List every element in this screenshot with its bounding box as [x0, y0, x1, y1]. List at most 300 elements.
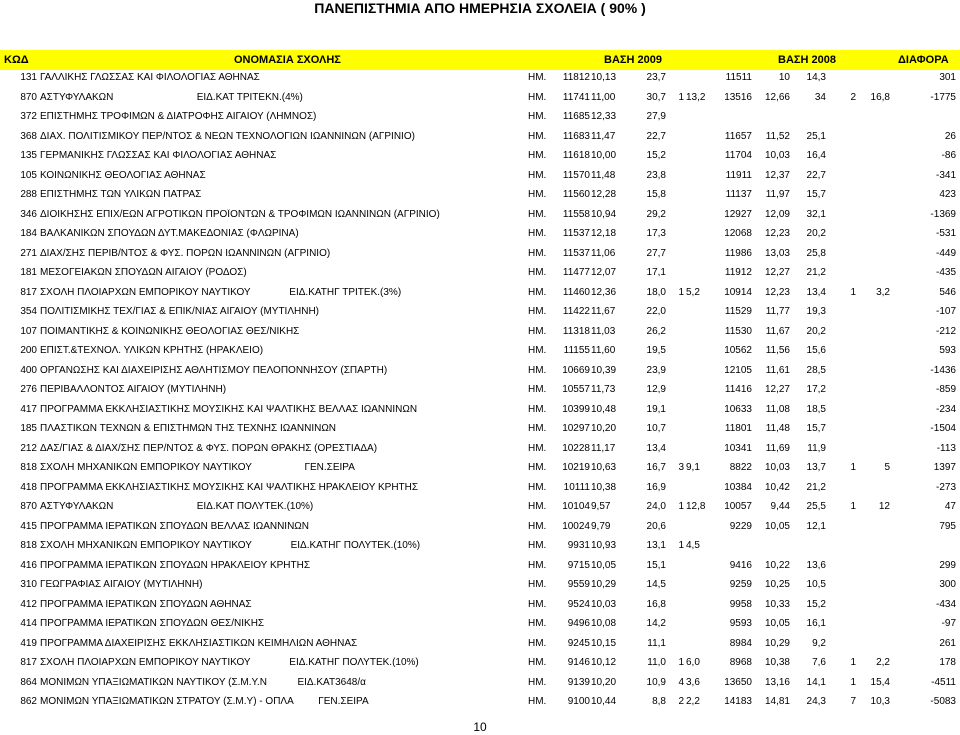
cell-d2: 13,16	[764, 676, 790, 688]
cell-diff: -97	[941, 618, 956, 629]
cell-b08: 11704	[724, 150, 752, 161]
cell-d1: 12,07	[591, 267, 617, 278]
header-base-2009: ΒΑΣΗ 2009	[604, 54, 662, 66]
cell-d2: 11,08	[765, 403, 790, 415]
cell-p2: 24,3	[806, 696, 826, 707]
cell-p1: 17,3	[646, 228, 666, 239]
cell-b09: 10399	[562, 403, 590, 415]
cell-nm: ΗΜ.	[528, 676, 547, 688]
cell-p1: 19,5	[646, 345, 666, 356]
cell-d1: 10,13	[591, 72, 617, 83]
cell-diff: 300	[939, 579, 956, 590]
cell-diff: -273	[935, 481, 956, 493]
table-row	[0, 322, 960, 342]
cell-code: 418	[20, 481, 37, 493]
cell-name: ΜΕΣΟΓΕΙΑΚΩΝ ΣΠΟΥΔΩΝ ΑΙΓΑΙΟΥ (ΡΟΔΟΣ)	[40, 267, 247, 278]
cell-diff: 423	[939, 189, 956, 200]
cell-p2: 11,9	[807, 442, 826, 454]
cell-nm: ΗΜ.	[528, 520, 547, 532]
cell-nm: ΗΜ.	[528, 403, 547, 415]
cell-s1: 9,1	[686, 462, 700, 473]
cell-code: 107	[20, 325, 37, 337]
cell-p2: 20,2	[806, 325, 826, 337]
cell-name: ΜΟΝΙΜΩΝ ΥΠΑΞΙΩΜΑΤΙΚΩΝ ΣΤΡΑΤΟΥ (Σ.Μ.Υ) - ΟΠΛΑ ΓΕΝ.ΣΕΙΡΑ	[40, 696, 369, 707]
cell-p1: 30,7	[646, 91, 666, 103]
cell-d2: 10,03	[764, 150, 790, 161]
cell-b09: 9715	[567, 559, 590, 571]
cell-name: ΠΟΙΜΑΝΤΙΚΗΣ & ΚΟΙΝΩΝΙΚΗΣ ΘΕΟΛΟΓΙΑΣ ΘΕΣ/ΝΙΚΗΣ	[40, 325, 300, 337]
cell-d1: 10,20	[591, 423, 617, 434]
cell-code: 135	[20, 150, 37, 161]
cell-diff: -435	[935, 267, 956, 278]
table-row	[0, 361, 960, 381]
cell-p1: 24,0	[646, 501, 666, 512]
cell-d2: 12,27	[764, 267, 790, 278]
cell-p2: 25,5	[806, 501, 826, 512]
cell-b08: 9593	[729, 618, 752, 629]
cell-p1: 23,8	[646, 169, 666, 181]
cell-b09: 11683	[562, 130, 590, 142]
cell-d1: 11,48	[591, 169, 616, 181]
table-row	[0, 146, 960, 166]
cell-b08: 8984	[729, 637, 752, 649]
cell-name: ΠΕΡΙΒΑΛΛΟΝΤΟΣ ΑΙΓΑΙΟΥ (ΜΥΤΙΛΗΝΗ)	[40, 384, 227, 395]
cell-b09: 11741	[562, 91, 590, 103]
table-row	[0, 341, 960, 361]
cell-d2: 14,81	[764, 696, 790, 707]
cell-p2: 34	[814, 91, 826, 103]
cell-b08: 11137	[725, 189, 752, 200]
cell-name: ΣΧΟΛΗ ΜΗΧΑΝΙΚΩΝ ΕΜΠΟΡΙΚΟΥ ΝΑΥΤΙΚΟΥ ΓΕΝ.ΣΕΙΡΑ	[40, 462, 355, 473]
cell-diff: 261	[939, 637, 956, 649]
cell-b09: 9524	[567, 598, 590, 610]
header-code: ΚΩΔ	[4, 54, 29, 66]
cell-code: 400	[20, 364, 37, 376]
cell-r1: 4	[678, 676, 684, 688]
table-row	[0, 88, 960, 108]
cell-code: 870	[20, 91, 37, 103]
cell-d2: 12,27	[764, 384, 790, 395]
cell-r1: 2	[678, 696, 684, 707]
cell-s2: 12	[878, 501, 890, 512]
cell-d2: 11,69	[765, 442, 790, 454]
cell-name: ΣΧΟΛΗ ΜΗΧΑΝΙΚΩΝ ΕΜΠΟΡΙΚΟΥ ΝΑΥΤΙΚΟΥ ΕΙΔ.ΚΑΤΗΓ ΠΟΛΥΤΕΚ.(10%)	[40, 540, 421, 551]
cell-diff: -341	[935, 169, 956, 181]
table-row	[0, 205, 960, 225]
cell-b08: 10341	[724, 442, 752, 454]
table-row	[0, 692, 960, 712]
cell-code: 276	[20, 384, 37, 395]
cell-b09: 11155	[563, 345, 590, 356]
cell-d2: 10,33	[764, 598, 790, 610]
cell-d1: 10,12	[591, 657, 617, 668]
cell-p1: 11,0	[647, 657, 666, 668]
cell-nm: ΗΜ.	[528, 208, 547, 220]
cell-p2: 16,4	[806, 150, 826, 161]
cell-d1: 9,79	[591, 520, 611, 532]
cell-p2: 17,2	[806, 384, 826, 395]
cell-p2: 18,5	[806, 403, 826, 415]
cell-d1: 10,39	[591, 364, 617, 376]
cell-b08: 10914	[724, 286, 752, 298]
cell-b08: 12927	[724, 208, 752, 220]
cell-p2: 32,1	[806, 208, 826, 220]
cell-code: 412	[20, 598, 37, 610]
cell-b09: 9559	[567, 579, 590, 590]
cell-d1: 11,73	[591, 384, 616, 395]
cell-d1: 11,60	[591, 345, 616, 356]
cell-p1: 12,9	[646, 384, 666, 395]
cell-d2: 10,03	[764, 462, 790, 473]
cell-d2: 10,38	[764, 657, 790, 668]
cell-b08: 14183	[724, 696, 752, 707]
cell-b09: 9146	[567, 657, 590, 668]
cell-name: ΚΟΙΝΩΝΙΚΗΣ ΘΕΟΛΟΓΙΑΣ ΑΘΗΝΑΣ	[40, 169, 206, 181]
cell-p2: 15,7	[806, 423, 826, 434]
cell-d1: 10,29	[591, 579, 617, 590]
cell-nm: ΗΜ.	[528, 559, 547, 571]
cell-p2: 15,6	[806, 345, 826, 356]
cell-d1: 10,94	[591, 208, 617, 220]
cell-b08: 13650	[724, 676, 752, 688]
cell-diff: 301	[939, 72, 956, 83]
cell-b09: 11537	[562, 247, 590, 259]
cell-nm: ΗΜ.	[528, 423, 547, 434]
cell-code: 184	[20, 228, 37, 239]
cell-code: 372	[20, 111, 37, 122]
cell-diff: -234	[935, 403, 956, 415]
cell-code: 817	[20, 286, 37, 298]
cell-name: ΠΟΛΙΤΙΣΜΙΚΗΣ ΤΕΧ/ΓΙΑΣ & ΕΠΙΚ/ΝΙΑΣ ΑΙΓΑΙΟΥ (ΜΥΤΙΛΗΝΗ)	[40, 306, 320, 317]
cell-d1: 11,06	[591, 247, 616, 259]
cell-diff: -86	[941, 150, 956, 161]
cell-diff: -1775	[930, 91, 956, 103]
cell-p1: 15,8	[646, 189, 666, 200]
cell-p2: 12,1	[806, 520, 826, 532]
cell-s2: 15,4	[870, 676, 890, 688]
cell-p1: 23,9	[646, 364, 666, 376]
cell-d2: 11,97	[765, 189, 790, 200]
cell-name: ΠΛΑΣΤΙΚΩΝ ΤΕΧΝΩΝ & ΕΠΙΣΤΗΜΩΝ ΤΗΣ ΤΕΧΝΗΣ ΙΩΑΝΝΙΝΩΝ	[40, 423, 337, 434]
cell-nm: ΗΜ.	[528, 345, 547, 356]
cell-name: ΕΠΙΣΤ.&ΤΕΧΝΟΛ. ΥΛΙΚΩΝ ΚΡΗΤΗΣ (ΗΡΑΚΛΕΙΟ)	[40, 345, 264, 356]
cell-diff: -5083	[930, 696, 956, 707]
cell-name: ΠΡΟΓΡΑΜΜΑ ΔΙΑΧΕΙΡΙΣΗΣ ΕΚΚΛΗΣΙΑΣΤΙΚΩΝ ΚΕΙΜΗΛΙΩΝ ΑΘΗΝΑΣ	[40, 637, 358, 649]
cell-d2: 12,23	[764, 228, 790, 239]
cell-code: 415	[20, 520, 37, 532]
cell-p1: 14,5	[646, 579, 666, 590]
table-row	[0, 634, 960, 654]
cell-name: ΑΣΤΥΦΥΛΑΚΩΝ ΕΙΔ.ΚΑΤ ΠΟΛΥΤΕΚ.(10%)	[40, 501, 314, 512]
table-row	[0, 439, 960, 459]
cell-code: 212	[20, 442, 37, 454]
cell-p2: 19,3	[806, 306, 826, 317]
cell-b08: 12105	[724, 364, 752, 376]
cell-b08: 11657	[724, 130, 752, 142]
cell-r1: 1	[678, 540, 684, 551]
cell-diff: -1436	[930, 364, 956, 376]
cell-b08: 9416	[729, 559, 752, 571]
cell-b08: 13516	[724, 91, 752, 103]
cell-p1: 20,6	[646, 520, 666, 532]
cell-code: 346	[20, 208, 37, 220]
cell-p1: 13,4	[646, 442, 666, 454]
cell-s1: 12,8	[686, 501, 706, 512]
header-diff: ΔΙΑΦΟΡΑ	[898, 54, 949, 66]
cell-name: ΠΡΟΓΡΑΜΜΑ ΙΕΡΑΤΙΚΩΝ ΣΠΟΥΔΩΝ ΒΕΛΛΑΣ ΙΩΑΝΝΙΝΩΝ	[40, 520, 310, 532]
table-row	[0, 166, 960, 186]
cell-diff: -4511	[931, 676, 956, 688]
cell-b09: 11560	[562, 189, 590, 200]
cell-d2: 12,09	[764, 208, 790, 220]
table-row	[0, 107, 960, 127]
cell-p2: 22,7	[806, 169, 826, 181]
cell-diff: 1397	[933, 462, 956, 473]
cell-d1: 10,63	[591, 462, 617, 473]
cell-p1: 18,0	[646, 286, 666, 298]
cell-b08: 12068	[724, 228, 752, 239]
cell-name: ΕΠΙΣΤΗΜΗΣ ΤΡΟΦΙΜΩΝ & ΔΙΑΤΡΟΦΗΣ ΑΙΓΑΙΟΥ (ΛΗΜΝΟΣ)	[40, 111, 317, 122]
cell-code: 419	[20, 637, 37, 649]
cell-b09: 10297	[562, 423, 590, 434]
cell-name: ΕΠΙΣΤΗΜΗΣ ΤΩΝ ΥΛΙΚΩΝ ΠΑΤΡΑΣ	[40, 189, 202, 200]
cell-code: 288	[20, 189, 37, 200]
cell-s1: 13,2	[686, 91, 706, 103]
cell-s2: 10,3	[870, 696, 890, 707]
cell-s2: 3,2	[876, 286, 890, 298]
cell-d2: 12,23	[764, 286, 790, 298]
cell-code: 870	[20, 501, 37, 512]
cell-code: 417	[20, 403, 37, 415]
cell-p2: 21,2	[806, 481, 826, 493]
cell-b09: 10669	[562, 364, 590, 376]
cell-d2: 11,56	[765, 345, 790, 356]
cell-name: ΟΡΓΑΝΩΣΗΣ ΚΑΙ ΔΙΑΧΕΙΡΙΣΗΣ ΑΘΛΗΤΙΣΜΟΥ ΠΕΛΟΠΟΝΝΗΣΟΥ (ΣΠΑΡΤΗ)	[40, 364, 388, 376]
cell-b09: 10219	[562, 462, 590, 473]
cell-name: ΔΙΑΧ. ΠΟΛΙΤΙΣΜΙΚΟΥ ΠΕΡ/ΝΤΟΣ & ΝΕΩΝ ΤΕΧΝΟΛΟΓΙΩΝ ΙΩΑΝΝΙΝΩΝ (ΑΓΡΙΝΙΟ)	[40, 130, 415, 142]
cell-nm: ΗΜ.	[528, 364, 547, 376]
cell-nm: ΗΜ.	[528, 130, 547, 142]
cell-b09: 11685	[562, 111, 590, 122]
cell-nm: ΗΜ.	[528, 657, 547, 668]
cell-p1: 26,2	[646, 325, 666, 337]
cell-d1: 10,93	[591, 540, 617, 551]
cell-p1: 13,1	[646, 540, 666, 551]
cell-p1: 22,0	[646, 306, 666, 317]
cell-nm: ΗΜ.	[528, 481, 547, 493]
cell-nm: ΗΜ.	[528, 189, 547, 200]
cell-d1: 9,57	[591, 501, 611, 512]
cell-nm: ΗΜ.	[528, 540, 547, 551]
page-title: ΠΑΝΕΠΙΣΤΗΜΙΑ ΑΠΟ ΗΜΕΡΗΣΙΑ ΣΧΟΛΕΙΑ ( 90% )	[314, 0, 646, 16]
cell-d1: 11,03	[591, 325, 616, 337]
cell-p2: 25,1	[806, 130, 826, 142]
cell-p1: 11,1	[647, 637, 666, 649]
cell-code: 131	[20, 72, 37, 83]
cell-b08: 11511	[725, 72, 752, 83]
cell-b09: 11422	[562, 306, 590, 317]
cell-code: 818	[20, 462, 37, 473]
cell-s1: 6,0	[686, 657, 700, 668]
table-row	[0, 556, 960, 576]
cell-d2: 11,61	[765, 364, 790, 376]
cell-p1: 29,2	[646, 208, 666, 220]
cell-code: 416	[20, 559, 37, 571]
cell-b08: 10057	[724, 501, 752, 512]
cell-nm: ΗΜ.	[528, 150, 547, 161]
cell-diff: 47	[944, 501, 956, 512]
table-row	[0, 673, 960, 693]
cell-p2: 15,2	[806, 598, 826, 610]
cell-d2: 11,52	[765, 130, 790, 142]
cell-name: ΠΡΟΓΡΑΜΜΑ ΙΕΡΑΤΙΚΩΝ ΣΠΟΥΔΩΝ ΘΕΣ/ΝΙΚΗΣ	[40, 618, 265, 629]
cell-p2: 13,7	[806, 462, 826, 473]
cell-code: 368	[20, 130, 37, 142]
cell-diff: 178	[939, 657, 956, 668]
table-row	[0, 380, 960, 400]
table-row	[0, 478, 960, 498]
cell-p2: 10,5	[806, 579, 826, 590]
cell-diff: 546	[939, 286, 956, 298]
cell-name: ΣΧΟΛΗ ΠΛΟΙΑΡΧΩΝ ΕΜΠΟΡΙΚΟΥ ΝΑΥΤΙΚΟΥ ΕΙΔ.ΚΑΤΗΓ ΤΡΙΤΕΚ.(3%)	[40, 286, 402, 298]
cell-p1: 15,2	[646, 150, 666, 161]
header-name: ΟΝΟΜΑΣΙΑ ΣΧΟΛΗΣ	[234, 54, 341, 66]
cell-b08: 11529	[724, 306, 752, 317]
cell-s1: 4,5	[686, 540, 700, 551]
cell-p1: 16,9	[646, 481, 666, 493]
cell-p2: 13,4	[806, 286, 826, 298]
cell-b09: 11460	[562, 286, 590, 298]
table-row	[0, 283, 960, 303]
cell-nm: ΗΜ.	[528, 169, 547, 181]
cell-d1: 10,48	[591, 403, 617, 415]
cell-nm: ΗΜ.	[528, 286, 547, 298]
page-number: 10	[473, 720, 487, 734]
cell-name: ΠΡΟΓΡΑΜΜΑ ΙΕΡΑΤΙΚΩΝ ΣΠΟΥΔΩΝ ΑΘΗΝΑΣ	[40, 598, 252, 610]
table-row	[0, 653, 960, 673]
cell-d2: 11,48	[765, 423, 790, 434]
table-row	[0, 224, 960, 244]
cell-r2: 1	[850, 676, 856, 688]
cell-diff: 26	[944, 130, 956, 142]
cell-r2: 1	[850, 286, 856, 298]
cell-nm: ΗΜ.	[528, 637, 547, 649]
cell-b08: 10384	[724, 481, 752, 493]
cell-p2: 28,5	[806, 364, 826, 376]
cell-b09: 11812	[562, 72, 590, 83]
cell-p1: 19,1	[646, 403, 666, 415]
cell-name: ΑΣΤΥΦΥΛΑΚΩΝ ΕΙΔ.ΚΑΤ ΤΡΙΤΕΚΝ.(4%)	[40, 91, 303, 103]
cell-r1: 1	[678, 657, 684, 668]
cell-nm: ΗΜ.	[528, 247, 547, 259]
cell-code: 818	[20, 540, 37, 551]
cell-d2: 11,77	[765, 306, 790, 317]
cell-p1: 15,1	[646, 559, 666, 571]
cell-d1: 10,15	[591, 637, 617, 649]
cell-b08: 11530	[724, 325, 752, 337]
cell-r2: 1	[850, 462, 856, 473]
cell-b08: 9229	[729, 520, 752, 532]
table-row	[0, 458, 960, 478]
cell-b09: 9100	[567, 696, 590, 707]
cell-p2: 14,1	[806, 676, 826, 688]
cell-p2: 15,7	[806, 189, 826, 200]
cell-b08: 9259	[729, 579, 752, 590]
cell-r1: 1	[678, 286, 684, 298]
cell-diff: -531	[935, 228, 956, 239]
table-row	[0, 419, 960, 439]
cell-d2: 10,05	[764, 520, 790, 532]
cell-b08: 11416	[724, 384, 752, 395]
cell-nm: ΗΜ.	[528, 228, 547, 239]
cell-b09: 11570	[562, 169, 590, 181]
cell-r2: 2	[850, 91, 856, 103]
cell-b09: 11318	[562, 325, 590, 337]
cell-p1: 23,7	[646, 72, 666, 83]
cell-b09: 11537	[562, 228, 590, 239]
cell-r2: 1	[850, 657, 856, 668]
cell-d2: 10,42	[764, 481, 790, 493]
cell-nm: ΗΜ.	[528, 325, 547, 337]
cell-p1: 14,2	[646, 618, 666, 629]
cell-d2: 10	[778, 72, 790, 83]
table-row	[0, 263, 960, 283]
cell-d2: 11,67	[765, 325, 790, 337]
cell-b09: 10024	[562, 520, 590, 532]
cell-p1: 17,1	[646, 267, 666, 278]
cell-d2: 10,22	[764, 559, 790, 571]
cell-b09: 10104	[562, 501, 590, 512]
cell-b09: 11477	[562, 267, 590, 278]
table-row	[0, 517, 960, 537]
cell-p1: 16,7	[646, 462, 666, 473]
cell-b08: 8822	[729, 462, 752, 473]
cell-nm: ΗΜ.	[528, 72, 547, 83]
cell-code: 271	[20, 247, 37, 259]
cell-name: ΓΕΡΜΑΝΙΚΗΣ ΓΛΩΣΣΑΣ ΚΑΙ ΦΙΛΟΛΟΓΙΑΣ ΑΘΗΝΑΣ	[40, 150, 277, 161]
cell-name: ΔΙΟΙΚΗΣΗΣ ΕΠΙΧ/ΕΩΝ ΑΓΡΟΤΙΚΩΝ ΠΡΟΪΟΝΤΩΝ & ΤΡΟΦΙΜΩΝ ΙΩΑΝΝΙΝΩΝ (ΑΓΡΙΝΙΟ)	[40, 208, 440, 220]
cell-d1: 10,00	[591, 150, 617, 161]
cell-d1: 10,38	[591, 481, 617, 493]
cell-nm: ΗΜ.	[528, 598, 547, 610]
cell-p1: 8,8	[652, 696, 666, 707]
table-row	[0, 127, 960, 147]
table-row	[0, 614, 960, 634]
cell-p1: 27,9	[646, 111, 666, 122]
cell-b09: 11558	[562, 208, 590, 220]
cell-b08: 11801	[724, 423, 752, 434]
cell-code: 864	[20, 676, 37, 688]
cell-p2: 16,1	[806, 618, 826, 629]
table-header	[0, 50, 960, 70]
cell-diff: 593	[939, 345, 956, 356]
cell-s1: 5,2	[686, 286, 700, 298]
table-row	[0, 302, 960, 322]
cell-d2: 10,05	[764, 618, 790, 629]
table-row	[0, 595, 960, 615]
cell-nm: ΗΜ.	[528, 618, 547, 629]
cell-b09: 9245	[567, 637, 590, 649]
cell-nm: ΗΜ.	[528, 111, 547, 122]
cell-diff: -107	[935, 306, 956, 317]
cell-name: ΓΕΩΓΡΑΦΙΑΣ ΑΙΓΑΙΟΥ (ΜΥΤΙΛΗΝΗ)	[40, 579, 203, 590]
cell-code: 181	[20, 267, 37, 278]
cell-name: ΔΙΑΧ/ΣΗΣ ΠΕΡΙΒ/ΝΤΟΣ & ΦΥΣ. ΠΟΡΩΝ ΙΩΑΝΝΙΝΩΝ (ΑΓΡΙΝΙΟ)	[40, 247, 331, 259]
cell-d1: 10,08	[591, 618, 617, 629]
cell-code: 310	[20, 579, 37, 590]
cell-b09: 9496	[567, 618, 590, 629]
cell-d2: 12,37	[764, 169, 790, 181]
